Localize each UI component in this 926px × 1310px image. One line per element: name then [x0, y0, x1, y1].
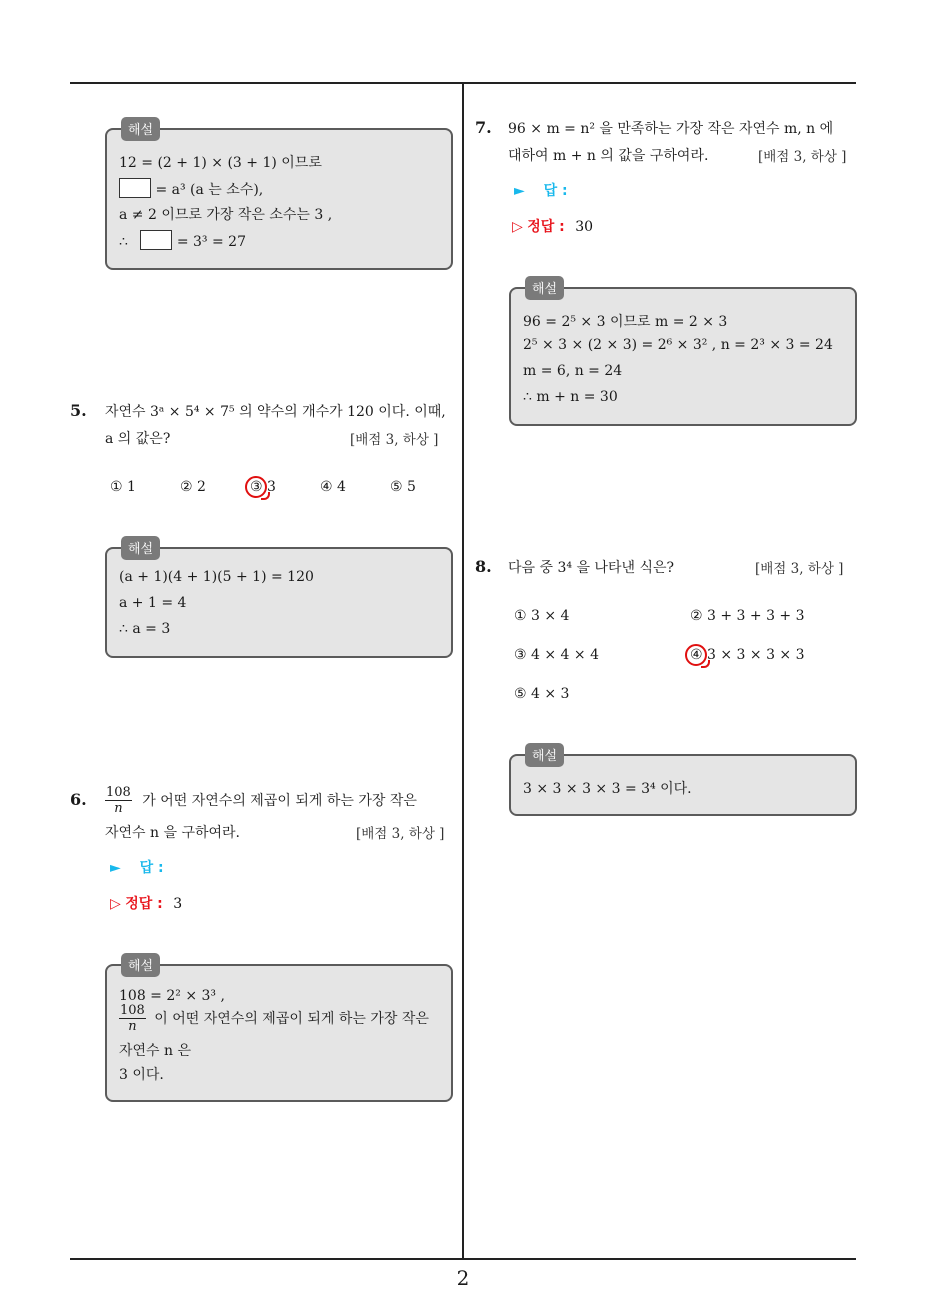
hollow-triangle-icon: ▷	[512, 219, 523, 235]
fraction-denominator: n	[114, 801, 123, 816]
q6-answer-label	[110, 857, 164, 877]
q8-answer-circle-mark	[685, 644, 707, 666]
q6-solution-line-1: 108 = 2² × 3³ ,	[119, 988, 225, 1004]
solution-tag: 해설	[121, 117, 160, 141]
page-number: 2	[456, 1266, 470, 1290]
q8-question: 다음 중 3⁴ 을 나타낸 식은?	[508, 560, 674, 576]
q8-choice-4[interactable]: ④ 3 × 3 × 3 × 3	[690, 647, 805, 663]
q5-solution-box	[105, 542, 453, 658]
play-arrow-icon: ►	[514, 183, 525, 199]
bottom-rule	[70, 1258, 856, 1260]
q5-choice-5[interactable]: ⑤ 5	[390, 479, 416, 495]
solution-tag: 해설	[121, 536, 160, 560]
answer-label-text: 답 :	[139, 860, 164, 876]
q7-solution-line-2: 2⁵ × 3 × (2 × 3) = 2⁶ × 3² , n = 2³ × 3 = 24	[523, 337, 833, 353]
q6-question-line-1	[105, 786, 417, 815]
q8-score-meta: [배점 3, 하상 ]	[755, 561, 844, 577]
fraction-108-over-n	[119, 1004, 146, 1033]
answer-label-text: 답 :	[543, 183, 568, 199]
fraction-numerator: 108	[106, 785, 131, 800]
q5-solution-line-3: ∴ a = 3	[119, 621, 171, 637]
q5-choice-1[interactable]: ① 1	[110, 479, 136, 495]
q5-number: 5.	[70, 401, 87, 420]
q4-solution-box	[105, 123, 453, 270]
q7-solution-line-3: m = 6, n = 24	[523, 363, 623, 379]
hollow-triangle-icon: ▷	[110, 896, 121, 912]
q8-solution-line-1: 3 × 3 × 3 × 3 = 3⁴ 이다.	[523, 781, 692, 797]
q6-number: 6.	[70, 790, 87, 809]
q7-score-meta: [배점 3, 하상 ]	[758, 149, 847, 165]
column-divider	[462, 84, 464, 1259]
q7-solution-line-4: ∴ m + n = 30	[523, 389, 618, 405]
q5-choice-2[interactable]: ② 2	[180, 479, 206, 495]
q4-solution-line-4	[119, 230, 246, 250]
fraction-numerator: 108	[120, 1003, 145, 1018]
q5-choice-3[interactable]: ③ 3	[250, 479, 276, 495]
q6-solution-line-3: 자연수 n 은	[119, 1043, 192, 1059]
q4-solution-line-2-text: = a³ (a 는 소수),	[155, 182, 264, 198]
play-arrow-icon: ►	[110, 860, 121, 876]
q4-solution-line-3: a ≠ 2 이므로 가장 작은 소수는 3 ,	[119, 207, 333, 223]
q7-number: 7.	[475, 118, 492, 137]
q4-solution-line-4-text: = 3³ = 27	[176, 234, 246, 250]
q8-choice-3[interactable]: ③ 4 × 4 × 4	[514, 647, 599, 663]
q5-choice-4[interactable]: ④ 4	[320, 479, 346, 495]
q8-choice-5[interactable]: ⑤ 4 × 3	[514, 686, 570, 702]
q6-solution-line-2	[119, 1004, 429, 1033]
q6-correct-value: 3	[173, 896, 183, 912]
q7-solution-box	[509, 282, 857, 426]
q6-score-meta: [배점 3, 하상 ]	[356, 826, 445, 842]
fraction-denominator: n	[128, 1019, 137, 1034]
q5-score-meta: [배점 3, 하상 ]	[350, 432, 439, 448]
q8-choice-2[interactable]: ② 3 + 3 + 3 + 3	[690, 608, 805, 624]
q4-solution-line-2	[119, 178, 263, 199]
q7-correct-value: 30	[575, 219, 594, 235]
q5-solution-line-2: a + 1 = 4	[119, 595, 187, 611]
q7-solution-line-1: 96 = 2⁵ × 3 이므로 m = 2 × 3	[523, 314, 728, 330]
fraction-108-over-n	[105, 786, 132, 815]
correct-label-text: 정답 :	[125, 896, 163, 912]
q7-question-line-1: 96 × m = n² 을 만족하는 가장 작은 자연수 m, n 에	[508, 121, 834, 137]
q5-question-line-2: a 의 값은?	[105, 431, 171, 447]
q7-question-line-2: 대하여 m + n 의 값을 구하여라.	[508, 148, 709, 164]
q7-answer-label	[514, 180, 568, 200]
therefore-symbol: ∴	[119, 234, 128, 250]
q6-question-text: 가 어떤 자연수의 제곱이 되게 하는 가장 작은	[142, 792, 417, 809]
solution-tag: 해설	[525, 276, 564, 300]
correct-label-text: 정답 :	[527, 219, 565, 235]
blank-box	[140, 230, 172, 250]
q8-solution-box	[509, 749, 857, 816]
q4-solution-line-1: 12 = (2 + 1) × (3 + 1) 이므로	[119, 155, 322, 171]
q8-number: 8.	[475, 557, 492, 576]
q6-solution-line-4: 3 이다.	[119, 1067, 164, 1083]
q6-correct-answer	[110, 893, 182, 913]
blank-box	[119, 178, 151, 198]
q8-choice-1[interactable]: ① 3 × 4	[514, 608, 570, 624]
solution-tag: 해설	[121, 953, 160, 977]
q6-question-line-2: 자연수 n 을 구하여라.	[105, 825, 241, 841]
q5-solution-line-1: (a + 1)(4 + 1)(5 + 1) = 120	[119, 569, 314, 585]
q6-solution-box	[105, 959, 453, 1102]
q7-correct-answer	[512, 216, 593, 236]
q5-answer-circle-mark	[245, 476, 267, 498]
q5-question-line-1: 자연수 3ᵃ × 5⁴ × 7⁵ 의 약수의 개수가 120 이다. 이때,	[105, 404, 446, 420]
q6-solution-line-2-text: 이 어떤 자연수의 제곱이 되게 하는 가장 작은	[154, 1010, 429, 1027]
solution-tag: 해설	[525, 743, 564, 767]
